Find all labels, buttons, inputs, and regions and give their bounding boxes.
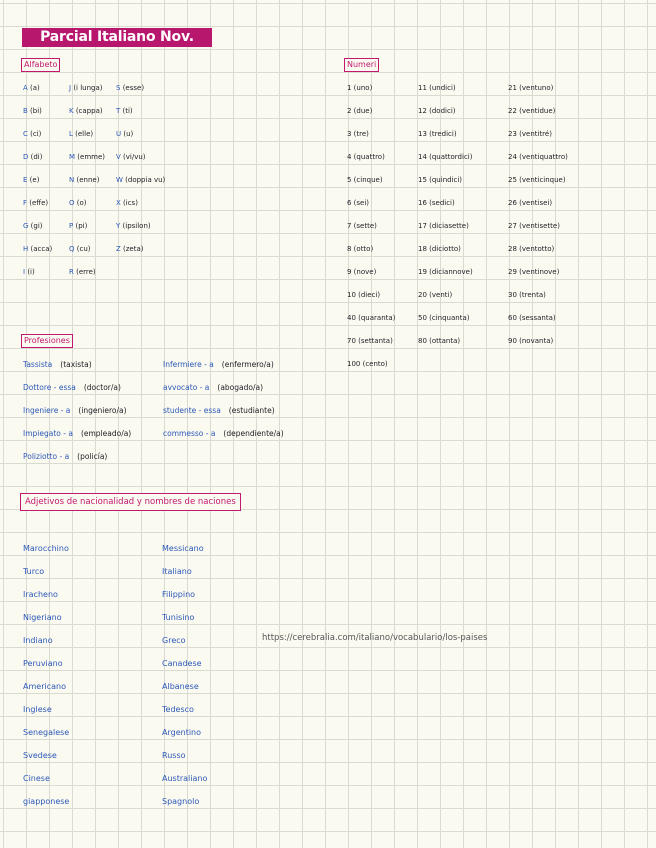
alphabet-letter: B — [23, 107, 28, 115]
alphabet-entry — [69, 153, 105, 162]
profession-spanish: (empleado/a) — [80, 429, 132, 438]
alphabet-pronunciation: (cappa) — [75, 107, 103, 115]
number-entry: 2 (due) — [347, 107, 373, 115]
alphabet-pronunciation: (a) — [30, 84, 40, 92]
profession-spanish: (doctor/a) — [83, 383, 121, 392]
alphabet-letter: D — [23, 153, 29, 161]
profession-spanish: (abogado/a) — [217, 383, 264, 392]
section-label-adjetivos: Adjetivos de nacionalidad y nombres de naciones — [20, 493, 241, 511]
alphabet-entry — [69, 199, 87, 208]
alphabet-pronunciation: (emme) — [77, 153, 105, 161]
nationality-entry: Svedese — [23, 751, 57, 760]
alphabet-pronunciation: (di) — [30, 153, 43, 161]
alphabet-entry — [116, 153, 146, 162]
number-entry: 7 (sette) — [347, 222, 377, 230]
number-entry: 27 (ventisette) — [508, 222, 560, 230]
number-entry: 21 (ventuno) — [508, 84, 554, 92]
alphabet-pronunciation: (erre) — [76, 268, 96, 276]
nationality-entry: Iracheno — [23, 590, 58, 599]
profession-italian: Infermiere - a — [163, 360, 214, 369]
profession-entry — [163, 406, 275, 415]
number-entry: 26 (ventisei) — [508, 199, 553, 207]
alphabet-letter: J — [69, 84, 72, 92]
alphabet-letter: F — [23, 199, 28, 207]
number-entry: 70 (settanta) — [347, 337, 393, 345]
number-entry: 10 (dieci) — [347, 291, 381, 299]
nationality-entry: Argentino — [162, 728, 202, 737]
nationality-entry: Italiano — [162, 567, 192, 576]
nationality-entry: Russo — [162, 751, 186, 760]
number-entry: 50 (cinquanta) — [418, 314, 470, 322]
profession-italian: Ingeniere - a — [23, 406, 71, 415]
alphabet-entry — [23, 176, 39, 185]
profession-entry — [163, 429, 284, 438]
nationality-entry: giapponese — [23, 797, 70, 806]
profession-italian: Impiegato - a — [23, 429, 73, 438]
profession-italian: Dottore - essa — [23, 383, 76, 392]
alphabet-pronunciation: (ti) — [122, 107, 133, 115]
alphabet-pronunciation: (doppia vu) — [125, 176, 166, 184]
section-label-alfabeto: Alfabeto — [21, 58, 60, 72]
nationality-entry: Tedesco — [162, 705, 194, 714]
number-entry: 9 (nove) — [347, 268, 377, 276]
nationality-entry: Indiano — [23, 636, 53, 645]
profession-spanish: (enfermero/a) — [221, 360, 274, 369]
alphabet-pronunciation: (ipsilon) — [122, 222, 151, 230]
number-entry: 18 (diciotto) — [418, 245, 461, 253]
alphabet-entry — [23, 222, 43, 231]
number-entry: 15 (quindici) — [418, 176, 463, 184]
alphabet-entry — [116, 199, 138, 208]
alphabet-pronunciation: (enne) — [76, 176, 100, 184]
section-label-numeri: Numeri — [344, 58, 379, 72]
alphabet-letter: Q — [69, 245, 75, 253]
alphabet-pronunciation: (gi) — [30, 222, 43, 230]
alphabet-letter: R — [69, 268, 74, 276]
alphabet-letter: A — [23, 84, 28, 92]
number-entry: 22 (ventidue) — [508, 107, 556, 115]
profession-entry — [23, 429, 131, 438]
alphabet-entry — [116, 107, 133, 116]
alphabet-entry — [23, 245, 52, 254]
alphabet-pronunciation: (i) — [27, 268, 35, 276]
alphabet-letter: X — [116, 199, 121, 207]
alphabet-entry — [116, 84, 144, 93]
alphabet-pronunciation: (e) — [29, 176, 40, 184]
number-entry: 14 (quattordici) — [418, 153, 473, 161]
alphabet-pronunciation: (i lunga) — [73, 84, 103, 92]
alphabet-pronunciation: (esse) — [122, 84, 145, 92]
profession-italian: Tassista — [23, 360, 53, 369]
profession-italian: studente - essa — [163, 406, 221, 415]
alphabet-entry — [23, 153, 42, 162]
alphabet-entry — [116, 245, 144, 254]
profession-entry — [23, 383, 121, 392]
profession-spanish: (taxista) — [60, 360, 92, 369]
alphabet-letter: T — [116, 107, 121, 115]
alphabet-pronunciation: (u) — [123, 130, 134, 138]
alphabet-pronunciation: (vi/vu) — [123, 153, 146, 161]
alphabet-entry — [69, 222, 87, 231]
alphabet-pronunciation: (zeta) — [123, 245, 144, 253]
alphabet-letter: W — [116, 176, 123, 184]
number-entry: 5 (cinque) — [347, 176, 383, 184]
profession-entry — [23, 360, 92, 369]
number-entry: 19 (diciannove) — [418, 268, 473, 276]
alphabet-letter: N — [69, 176, 75, 184]
alphabet-pronunciation: (acca) — [30, 245, 53, 253]
source-url: https://cerebralia.com/italiano/vocabulario/los-paises — [262, 633, 488, 643]
number-entry: 16 (sedici) — [418, 199, 455, 207]
alphabet-entry — [116, 176, 165, 185]
alphabet-pronunciation: (o) — [76, 199, 87, 207]
page-title: Parcial Italiano Nov. — [22, 28, 212, 47]
alphabet-letter: U — [116, 130, 122, 138]
nationality-entry: Cinese — [23, 774, 50, 783]
alphabet-pronunciation: (pi) — [75, 222, 88, 230]
profession-italian: avvocato - a — [163, 383, 210, 392]
alphabet-entry — [23, 268, 35, 277]
number-entry: 12 (dodici) — [418, 107, 456, 115]
number-entry: 28 (ventotto) — [508, 245, 555, 253]
number-entry: 30 (trenta) — [508, 291, 546, 299]
number-entry: 11 (undici) — [418, 84, 456, 92]
nationality-entry: Albanese — [162, 682, 199, 691]
nationality-entry: Messicano — [162, 544, 204, 553]
number-entry: 24 (ventiquattro) — [508, 153, 568, 161]
profession-entry — [163, 360, 274, 369]
alphabet-pronunciation: (ics) — [123, 199, 138, 207]
nationality-entry: Tunisino — [162, 613, 195, 622]
alphabet-letter: Z — [116, 245, 121, 253]
alphabet-pronunciation: (bi) — [30, 107, 42, 115]
nationality-entry: Inglese — [23, 705, 52, 714]
number-entry: 100 (cento) — [347, 360, 388, 368]
nationality-entry: Marocchino — [23, 544, 69, 553]
number-entry: 17 (diciasette) — [418, 222, 469, 230]
number-entry: 8 (otto) — [347, 245, 374, 253]
alphabet-entry — [23, 107, 42, 116]
profession-italian: Poliziotto - a — [23, 452, 70, 461]
nationality-entry: Greco — [162, 636, 186, 645]
number-entry: 6 (sei) — [347, 199, 370, 207]
alphabet-pronunciation: (ci) — [30, 130, 42, 138]
nationality-entry: Peruviano — [23, 659, 63, 668]
alphabet-entry — [116, 130, 133, 139]
alphabet-letter: Y — [116, 222, 121, 230]
nationality-entry: Australiano — [162, 774, 208, 783]
alphabet-letter: H — [23, 245, 29, 253]
number-entry: 23 (ventitré) — [508, 130, 552, 138]
nationality-entry: Filippino — [162, 590, 196, 599]
alphabet-letter: L — [69, 130, 73, 138]
alphabet-entry — [23, 199, 48, 208]
nationality-entry: Canadese — [162, 659, 202, 668]
nationality-entry: Americano — [23, 682, 66, 691]
alphabet-entry — [23, 84, 40, 93]
profession-spanish: (policía) — [77, 452, 108, 461]
number-entry: 40 (quaranta) — [347, 314, 396, 322]
alphabet-entry — [69, 84, 103, 93]
alphabet-letter: E — [23, 176, 28, 184]
profession-entry — [163, 383, 263, 392]
number-entry: 20 (venti) — [418, 291, 453, 299]
nationality-entry: Nigeriano — [23, 613, 62, 622]
number-entry: 60 (sessanta) — [508, 314, 556, 322]
alphabet-letter: P — [69, 222, 74, 230]
number-entry: 3 (tre) — [347, 130, 369, 138]
nationality-entry: Spagnolo — [162, 797, 200, 806]
alphabet-letter: O — [69, 199, 75, 207]
number-entry: 90 (novanta) — [508, 337, 554, 345]
alphabet-entry — [69, 107, 103, 116]
alphabet-letter: I — [23, 268, 26, 276]
alphabet-pronunciation: (effe) — [29, 199, 49, 207]
alphabet-entry — [69, 268, 96, 277]
alphabet-entry — [69, 245, 91, 254]
nationality-entry: Senegalese — [23, 728, 70, 737]
alphabet-entry — [23, 130, 41, 139]
section-label-profesiones: Profesiones — [21, 334, 73, 348]
number-entry: 25 (venticinque) — [508, 176, 566, 184]
alphabet-pronunciation: (elle) — [75, 130, 94, 138]
profession-spanish: (ingeniero/a) — [78, 406, 127, 415]
alphabet-letter: M — [69, 153, 76, 161]
number-entry: 13 (tredici) — [418, 130, 457, 138]
alphabet-letter: K — [69, 107, 74, 115]
number-entry: 80 (ottanta) — [418, 337, 461, 345]
number-entry: 4 (quattro) — [347, 153, 385, 161]
profession-entry — [23, 452, 107, 461]
alphabet-entry — [116, 222, 151, 231]
nationality-entry: Turco — [23, 567, 45, 576]
alphabet-letter: V — [116, 153, 121, 161]
alphabet-pronunciation: (cu) — [76, 245, 91, 253]
profession-spanish: (dependiente/a) — [223, 429, 284, 438]
number-entry: 29 (ventinove) — [508, 268, 560, 276]
alphabet-letter: G — [23, 222, 29, 230]
profession-spanish: (estudiante) — [228, 406, 275, 415]
profession-italian: commesso - a — [163, 429, 216, 438]
number-entry: 1 (uno) — [347, 84, 373, 92]
profession-entry — [23, 406, 127, 415]
alphabet-entry — [69, 130, 93, 139]
alphabet-letter: S — [116, 84, 121, 92]
alphabet-letter: C — [23, 130, 28, 138]
alphabet-entry — [69, 176, 99, 185]
